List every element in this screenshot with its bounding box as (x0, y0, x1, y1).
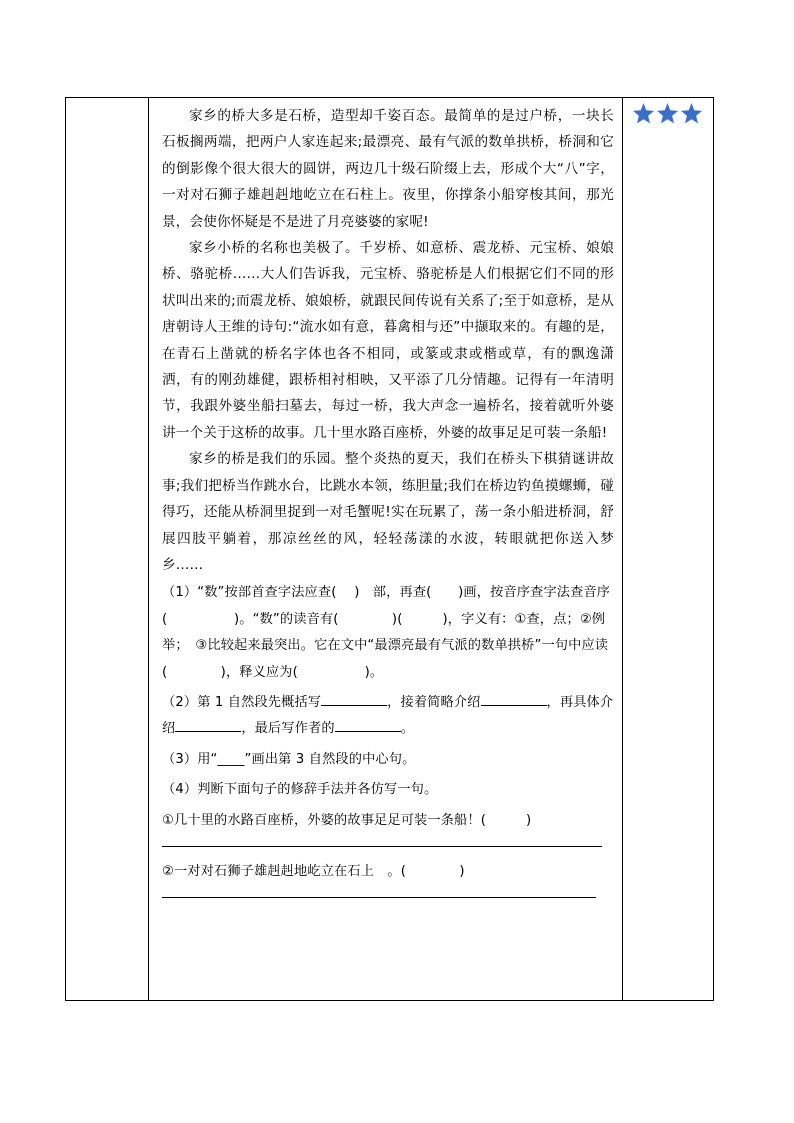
question-4: （4）判断下面句子的修辞手法并各仿写一句。 (162, 782, 438, 798)
question-2 (162, 690, 614, 743)
answer-line[interactable] (162, 846, 602, 847)
column-divider-right (622, 98, 623, 1000)
star-icon (680, 102, 703, 125)
passage-paragraph-1: 家乡的桥大多是石桥，造型却千姿百态。最简单的是过户桥，一块长石板搁两端，把两户人家连起来;最漂亮、最有气派的数单拱桥，桥洞和它的倒影像个很大很大的圆饼，两边几十级石阶缀上去，形成个大“八”字，一对对石狮子雄赳赳地屹立在石柱上。夜里，你撑条小船穿梭其间，那光景，会使你怀疑是不是进了月亮婆婆的家呢! (162, 108, 614, 230)
difficulty-rating (632, 102, 703, 125)
answer-blank[interactable] (481, 691, 547, 706)
answer-blank[interactable] (321, 691, 387, 706)
exercise-table (65, 97, 714, 1001)
question-2-text-c: ，再具体介绍 (162, 694, 614, 737)
passage-paragraph-2: 家乡小桥的名称也美极了。千岁桥、如意桥、震龙桥、元宝桥、娘娘桥、骆驼桥……大人们告诉我，元宝桥、骆驼桥是人们根据它们不同的形状叫出来的;而震龙桥、娘娘桥，就跟民间传说有关系了;至于如意桥，是从唐朝诗人王维的诗句:“流水如有意，暮禽相与还”中撷取来的。有趣的是，在青石上凿就的桥名字体也各不相同，或篆或隶或楷或草，有的飘逸潇洒，有的刚劲雄健，跟桥相衬相映，又平添了几分情趣。记得有一年清明节，我跟外婆坐船扫墓去，每过一桥，我大声念一遍桥名，接着就听外婆讲一个关于这桥的故事。几十里水路百座桥，外婆的故事足足可装一条船! (162, 240, 614, 441)
answer-blank[interactable] (335, 717, 401, 732)
star-icon (632, 102, 655, 125)
column-divider-left (148, 98, 149, 1000)
passage-paragraph-3: 家乡的桥是我们的乐园。整个炎热的夏天，我们在桥头下棋猜谜讲故事;我们把桥当作跳水台，比跳水本领，练胆量;我们在桥边钓鱼摸螺蛳，碰得巧，还能从桥洞里捉到一对毛蟹呢!实在玩累了，荡一条小船进桥洞，舒展四肢平躺着，那凉丝丝的风，轻轻荡漾的水波，转眼就把你送入梦乡…… (162, 451, 614, 573)
question-3: （3）用“____”画出第 3 自然段的中心句。 (162, 751, 416, 767)
sentence-1: ①几十里的水路百座桥，外婆的故事足足可装一条船！( ) (162, 812, 532, 828)
sentence-2: ②一对对石狮子雄赳赳地屹立在石上 。( ) (162, 863, 465, 879)
answer-blank[interactable] (175, 717, 241, 732)
question-2-text-a: （2）第 1 自然段先概括写 (162, 694, 322, 710)
answer-line[interactable] (162, 897, 596, 898)
question-2-text-d: ，最后写作者的 (241, 721, 335, 737)
star-icon (656, 102, 679, 125)
question-2-text-e: 。 (400, 721, 415, 737)
question-1: （1）“数”按部首查字法应查( ) 部，再查( )画，按音序查字法查音序( )。“数”的读音有( )( )，字义有：①查，点；②例举； ③比较起来最突出。它在文中“最漂亮最有气派的数单拱桥”一句中应读( )，释义应为( )。 (162, 585, 611, 680)
reading-passage-cell (162, 103, 614, 910)
question-2-text-b: ，接着简略介绍 (387, 694, 481, 710)
